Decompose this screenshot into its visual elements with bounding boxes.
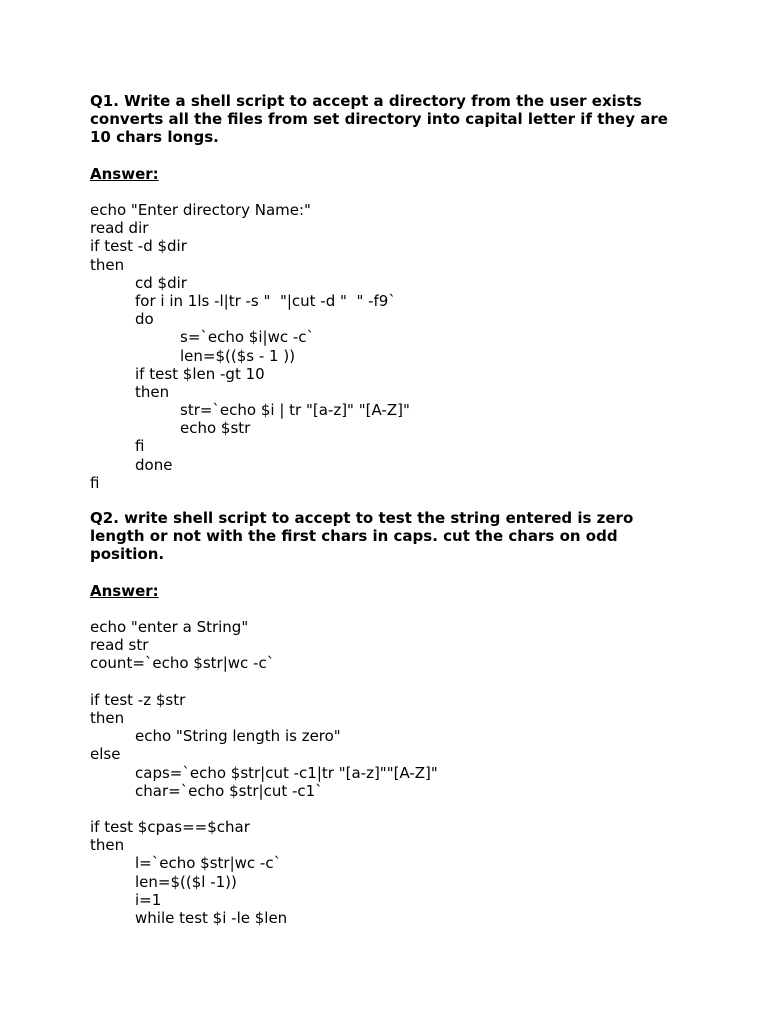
code-line: fi (135, 437, 145, 456)
code-line: echo "String length is zero" (135, 727, 341, 746)
code-line: echo "enter a String" (90, 618, 249, 636)
answer-2-label: Answer: (90, 582, 159, 600)
answer-1-code (0, 201, 768, 492)
code-line: do (135, 310, 154, 329)
code-line: str=`echo $i | tr "[a-z]" "[A-Z]" (180, 401, 410, 420)
code-line: while test $i -le $len (135, 909, 288, 927)
code-line: count=`echo $str|wc -c` (90, 654, 275, 673)
code-line: echo $str (180, 419, 251, 438)
code-line: i=1 (135, 890, 162, 909)
code-line: else (90, 745, 121, 764)
code-line: read dir (90, 219, 149, 238)
answer-2-code (0, 618, 768, 927)
code-line: cd $dir (135, 273, 187, 292)
code-line: s=`echo $i|wc -c` (180, 328, 315, 347)
code-line: fi (90, 473, 100, 492)
code-line: if test -z $str (90, 690, 186, 709)
code-line: caps=`echo $str|cut -c1|tr "[a-z]""[A-Z]" (135, 763, 438, 782)
code-line: for i in 1ls -l|tr -s " "|cut -d " " -f9` (135, 291, 396, 310)
question-2: Q2. write shell script to accept to test the string entered is zero length or not with the first chars in caps. cut the chars on odd position. (90, 509, 634, 564)
code-line: then (90, 708, 125, 727)
code-line: len=$(($s - 1 )) (180, 346, 296, 365)
code-line: then (90, 836, 125, 855)
code-line: if test $len -gt 10 (135, 364, 265, 383)
code-line: if test $cpas==$char (90, 818, 250, 837)
code-line: then (135, 382, 170, 401)
code-line: l=`echo $str|wc -c` (135, 854, 282, 873)
code-line (0, 800, 768, 818)
code-line: char=`echo $str|cut -c1` (135, 781, 323, 800)
code-line: echo "Enter directory Name:" (90, 201, 311, 219)
question-1: Q1. Write a shell script to accept a directory from the user exists converts all the files from set directory into capital letter if they are 10 chars longs. (90, 92, 668, 147)
code-line: done (135, 455, 173, 474)
code-line (0, 673, 768, 691)
code-line: if test -d $dir (90, 237, 187, 256)
answer-1-label: Answer: (90, 165, 159, 183)
code-line: len=$(($l -1)) (135, 872, 237, 891)
code-line: read str (90, 636, 149, 655)
code-line: then (90, 255, 125, 274)
